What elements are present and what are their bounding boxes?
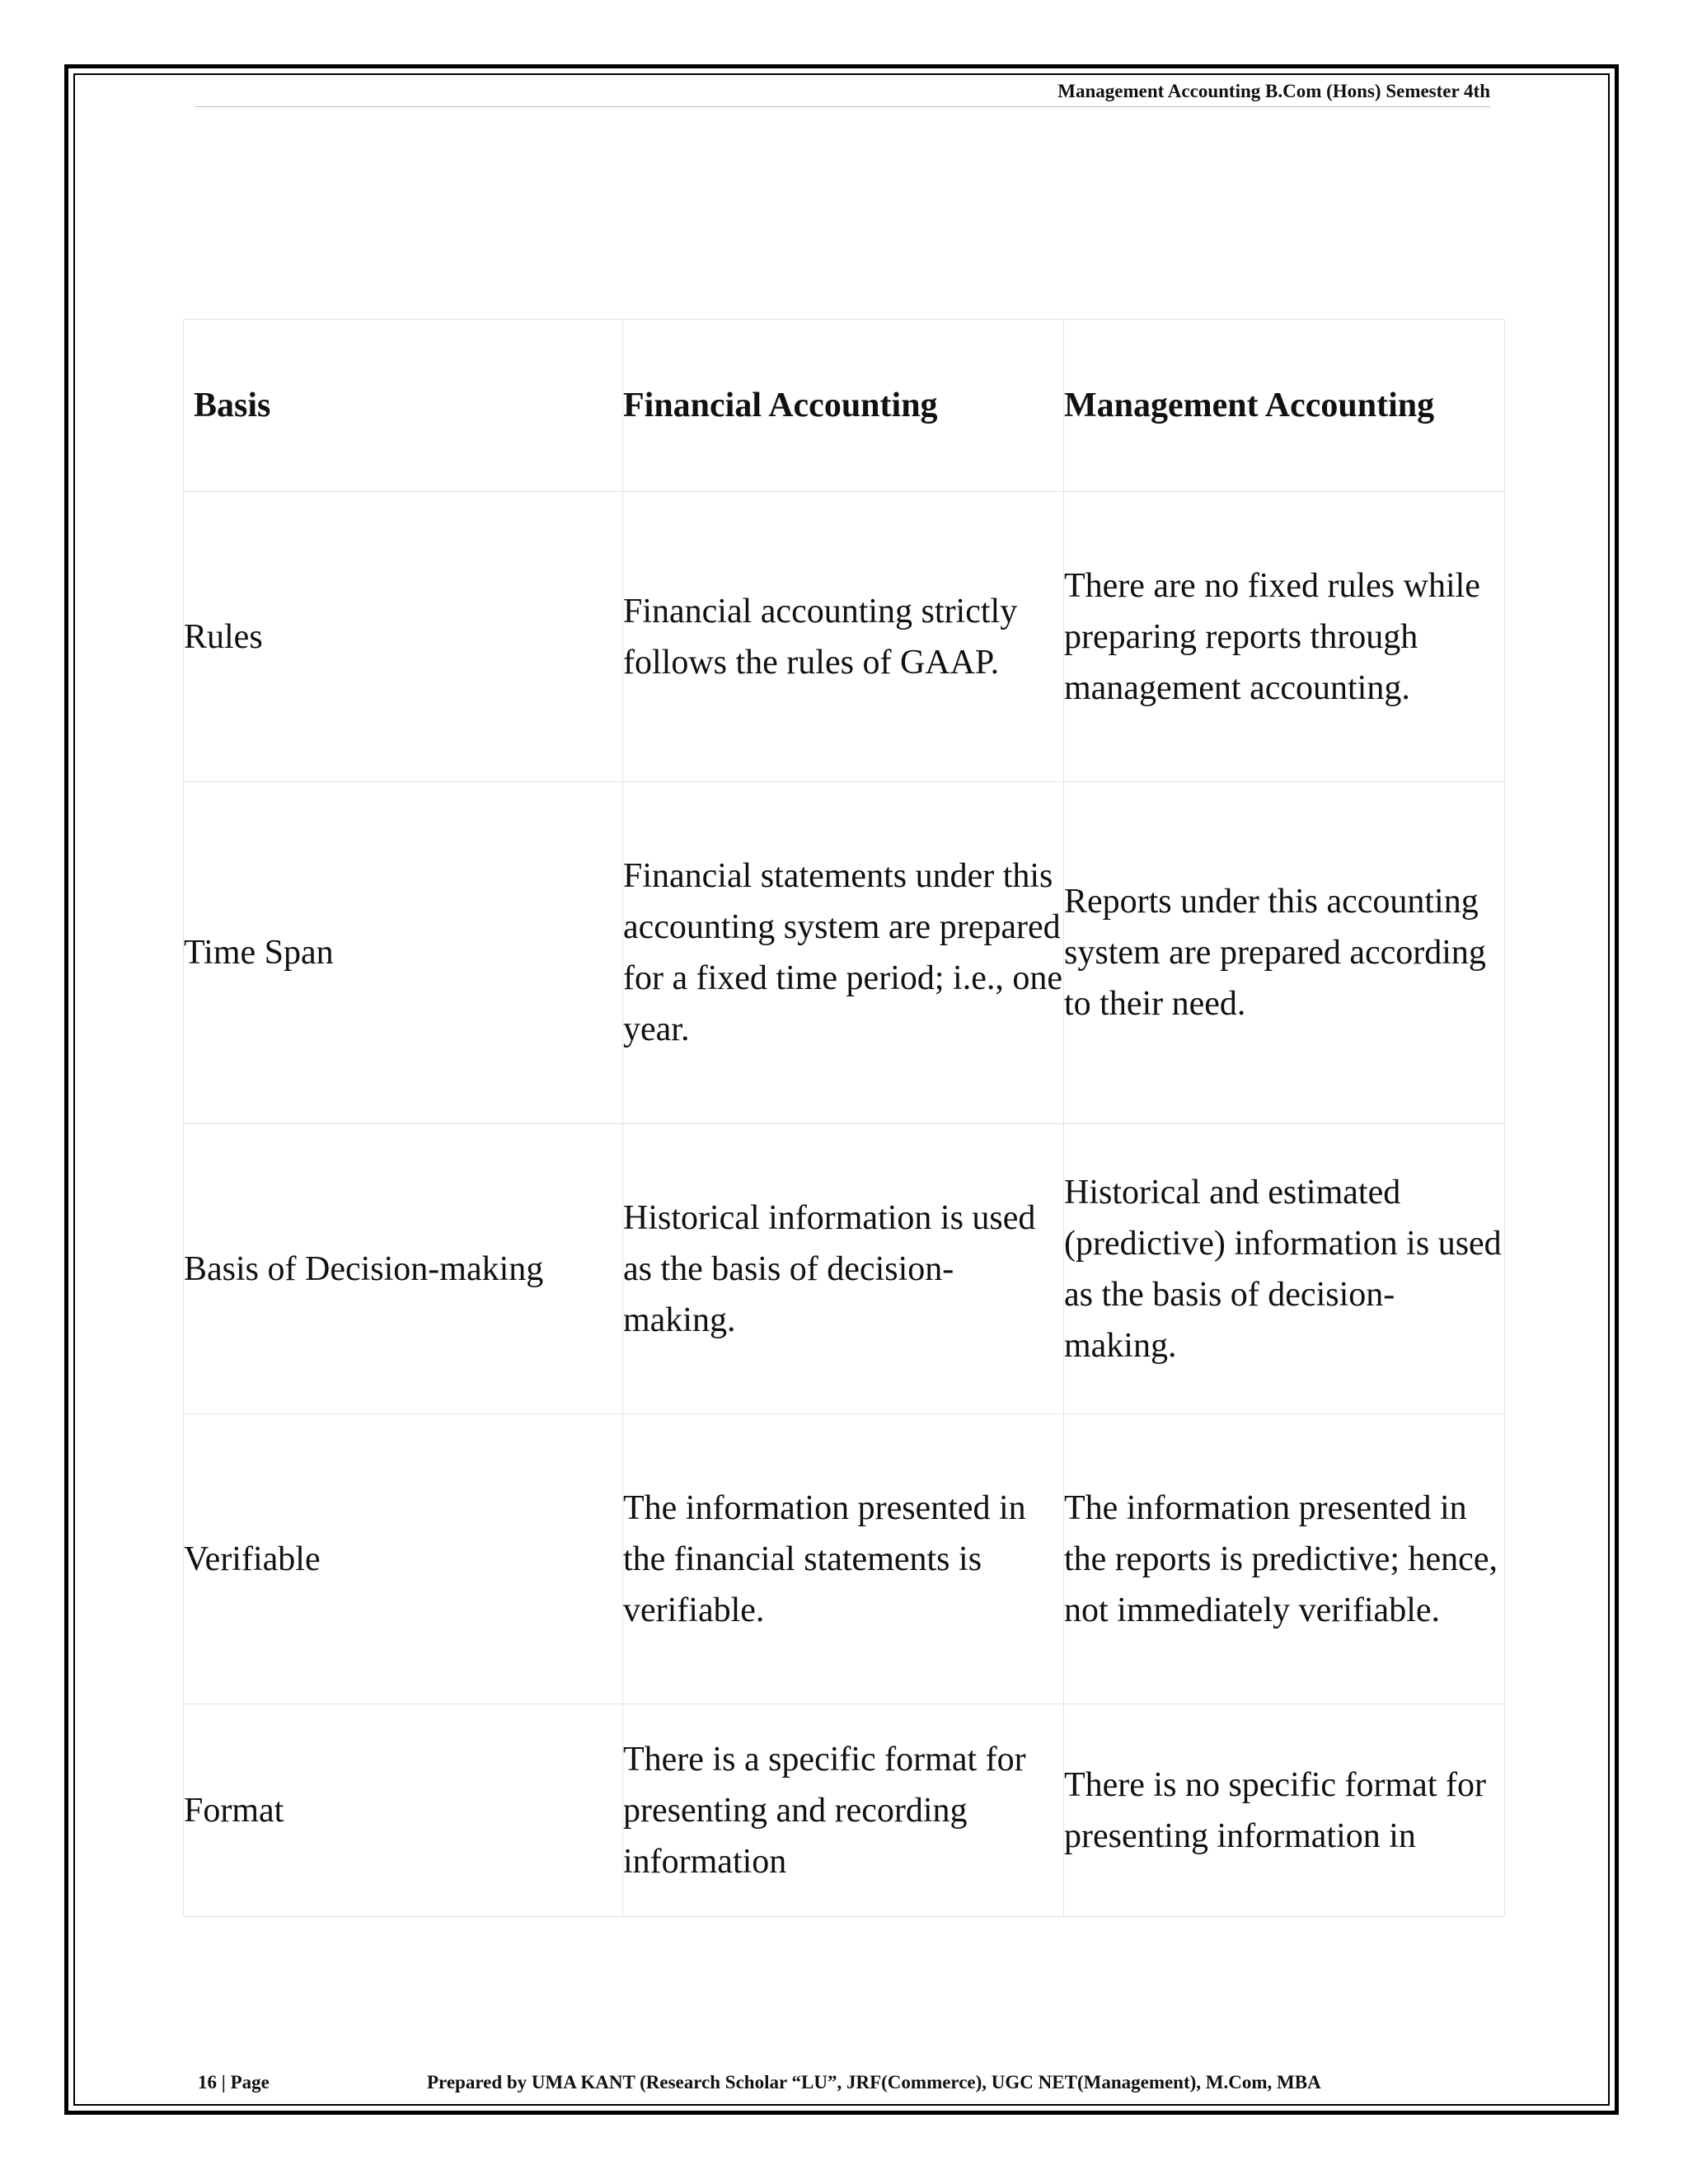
footer-credit: Prepared by UMA KANT (Research Scholar “LU”, JRF(Commerce), UGC NET(Management), M.Com, MBA bbox=[427, 2072, 1321, 2093]
row-financial: There is a specific format for presenting and recording information bbox=[623, 1704, 1064, 1917]
row-basis: Format bbox=[184, 1704, 623, 1917]
table-row bbox=[184, 782, 1505, 1124]
page-number: 16 | Page bbox=[198, 2072, 270, 2093]
row-management: Reports under this accounting system are prepared according to their need. bbox=[1064, 782, 1505, 1124]
row-financial: Financial statements under this accounting system are prepared for a fixed time period; i.e., one year. bbox=[623, 782, 1064, 1124]
column-header-basis: Basis bbox=[184, 320, 623, 492]
row-financial: Historical information is used as the basis of decision-making. bbox=[623, 1124, 1064, 1414]
row-financial: The information presented in the financial statements is verifiable. bbox=[623, 1414, 1064, 1704]
row-management: There is no specific format for presenting information in bbox=[1064, 1704, 1505, 1917]
row-basis: Rules bbox=[184, 492, 623, 782]
row-management: Historical and estimated (predictive) information is used as the basis of decision-making. bbox=[1064, 1124, 1505, 1414]
column-header-financial: Financial Accounting bbox=[623, 320, 1064, 492]
row-management: There are no fixed rules while preparing reports through management accounting. bbox=[1064, 492, 1505, 782]
row-basis: Verifiable bbox=[184, 1414, 623, 1704]
column-header-management: Management Accounting bbox=[1064, 320, 1505, 492]
row-basis: Basis of Decision-making bbox=[184, 1124, 623, 1414]
row-management: The information presented in the reports is predictive; hence, not immediately verifiable. bbox=[1064, 1414, 1505, 1704]
table-row bbox=[184, 1414, 1505, 1704]
table-row bbox=[184, 492, 1505, 782]
table-row bbox=[184, 1704, 1505, 1917]
running-header: Management Accounting B.Com (Hons) Semester 4th bbox=[1057, 81, 1490, 101]
table-header-row bbox=[184, 320, 1505, 492]
table-row bbox=[184, 1124, 1505, 1414]
comparison-table bbox=[183, 319, 1505, 1917]
header-divider bbox=[195, 106, 1490, 107]
row-basis: Time Span bbox=[184, 782, 623, 1124]
row-financial: Financial accounting strictly follows the rules of GAAP. bbox=[623, 492, 1064, 782]
